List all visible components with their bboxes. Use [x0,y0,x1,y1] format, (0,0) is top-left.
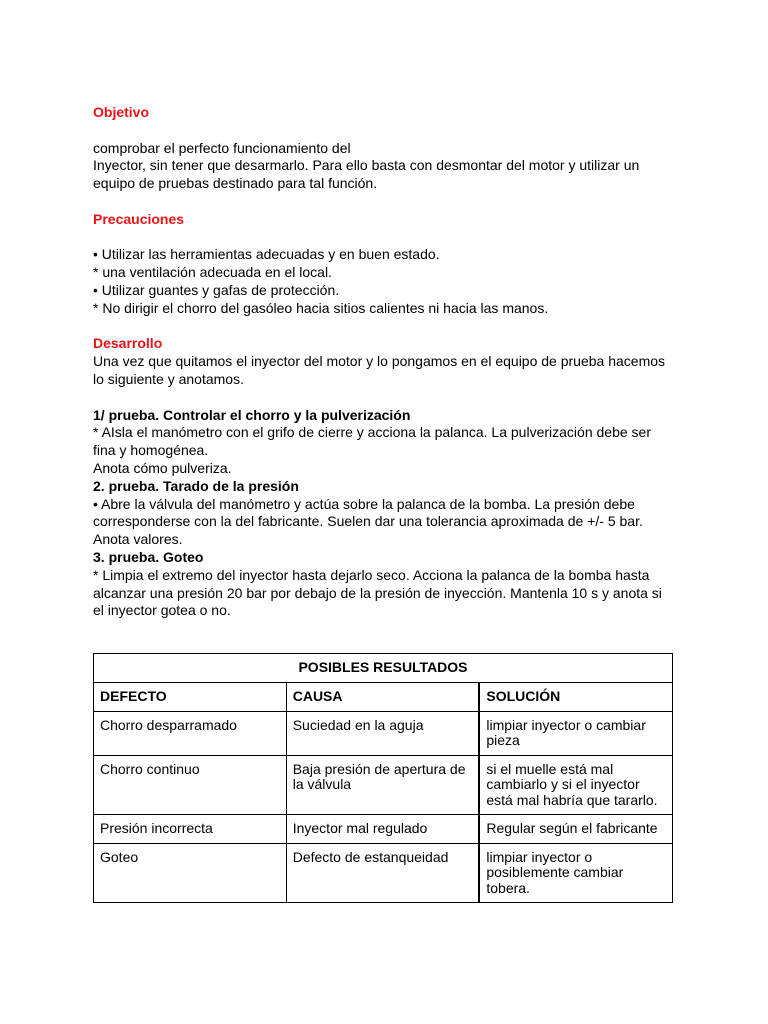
prueba3-heading: 3. prueba. Goteo [93,548,204,565]
header-solucion: SOLUCIÓN [479,683,672,712]
prueba1-line: fina y homogénea. [93,442,209,459]
document-body [93,104,683,620]
desarrollo-line: Una vez que quitamos el inyector del motor y lo pongamos en el equipo de prueba hacemos [93,353,666,370]
prueba3-line: * Limpia el extremo del inyector hasta dejarlo seco. Acciona la palanca de la bomba hasta [93,566,650,583]
table-row [94,755,673,815]
prueba2-line: Anota valores. [93,531,183,548]
prueba1-line: Anota cómo pulveriza. [93,459,232,476]
cell-solucion: Regular según el fabricante [479,815,672,844]
cell-solucion: si el muelle está mal cambiarlo y si el inyector está mal habría que tararlo. [479,755,672,815]
precaucion-item: * No dirigir el chorro del gasóleo hacia sitios calientes ni hacia las manos. [93,299,549,316]
cell-causa: Defecto de estanqueidad [286,843,479,903]
objetivo-line: comprobar el perfecto funcionamiento del [93,139,351,156]
prueba2-line: • Abre la válvula del manómetro y actúa sobre la palanca de la bomba. La presión debe [93,495,635,512]
table-row [94,843,673,903]
table-header-row [94,683,673,712]
prueba3-line: el inyector gotea o no. [93,602,231,619]
desarrollo-heading: Desarrollo [93,335,163,352]
results-table [93,653,673,903]
cell-defecto: Presión incorrecta [94,815,287,844]
objetivo-line: equipo de pruebas destinado para tal función. [93,175,378,192]
precaucion-item: * una ventilación adecuada en el local. [93,264,332,281]
cell-solucion: limpiar inyector o posiblemente cambiar tobera. [479,843,672,903]
desarrollo-line: lo siguiente y anotamos. [93,370,244,387]
prueba2-heading: 2. prueba. Tarado de la presión [93,477,299,494]
objetivo-heading: Objetivo [93,104,150,120]
precaucion-item: • Utilizar guantes y gafas de protección. [93,281,340,298]
table-row [94,815,673,844]
cell-defecto: Chorro continuo [94,755,287,815]
precaucion-item: • Utilizar las herramientas adecuadas y en buen estado. [93,246,440,263]
table-row [94,711,673,755]
prueba1-heading: 1/ prueba. Controlar el chorro y la pulverización [93,406,411,423]
cell-causa: Baja presión de apertura de la válvula [286,755,479,815]
prueba3-line: alcanzar una presión 20 bar por debajo de la presión de inyección. Mantenla 10 s y anota si [93,584,662,601]
objetivo-line: Inyector, sin tener que desarmarlo. Para ello basta con desmontar del motor y utilizar un [93,157,640,174]
cell-defecto: Goteo [94,843,287,903]
header-defecto: DEFECTO [94,683,287,712]
prueba2-line: corresponderse con la del fabricante. Suelen dar una tolerancia aproximada de +/- 5 bar. [93,513,643,530]
prueba1-line: * AIsla el manómetro con el grifo de cierre y acciona la palanca. La pulverización debe ser [93,424,651,441]
cell-defecto: Chorro desparramado [94,711,287,755]
header-causa: CAUSA [286,683,479,712]
cell-causa: Suciedad en la aguja [286,711,479,755]
cell-solucion: limpiar inyector o cambiar pieza [479,711,672,755]
table-title: POSIBLES RESULTADOS [94,654,673,683]
precauciones-heading: Precauciones [93,210,185,227]
cell-causa: Inyector mal regulado [286,815,479,844]
